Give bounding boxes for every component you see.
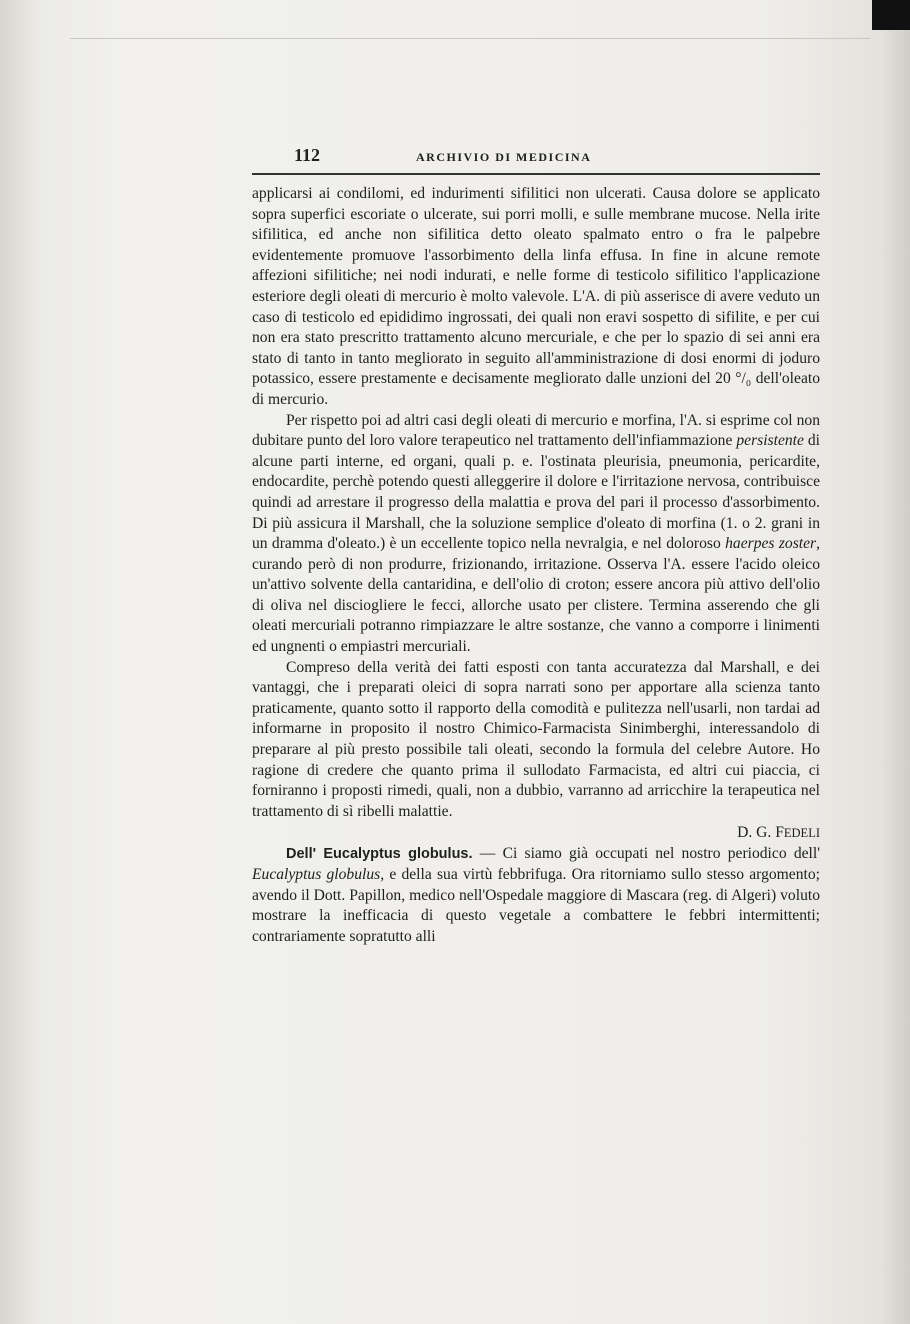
paragraph-2-part-a: Per rispetto poi ad altri casi degli oleati di mercurio e morfina, l'A. si esprime col non dubitare punto del loro valore terapeutico nel trattamento dell'infiammazione [252,411,820,450]
paragraph-2-part-c: , curando però di non produrre, frizionando, irritazione. Osserva l'A. essere l'acido oleico un'attivo solvente della cantaridina, e dell'olio di croton; essere ancora più attivo dell'olio di oliva nel disciogliere le fecci, allorche usato per clistere. Termina asserendo che gli oleati mercuriali potranno rimpiazzare le altre sostanze, che vanno a comporre i linimenti ed ungnenti o empiastri mercuriali. [252,535,820,656]
signature-surname: EDELI [783,826,820,841]
page-number: 112 [294,145,321,165]
author-signature [252,822,820,844]
paragraph-3: Compreso della verità dei fatti esposti con tanta accuratezza dal Marshall, e dei vantaggi, che i preparati oleici di sopra narrati sono per apportare alla scienza tanto praticamente, quanto sotto il rapporto della comodità e pulitezza nell'usarli, non tardai ad informarne in proposito il nostro Chimico-Farmacista Sinimberghi, interessandolo di preparare al più presto possibile tali oleati, secondo la formula del celebre Autore. Ho ragione di credere che quanto prima il sullodato Farmacista, ed altri cui piaccia, ci forniranno i proposti rimedi, quali, non a dubbio, varranno ad arricchire la terapeutica nel trattamento di sì ribelli malattie. [252,658,820,820]
section-dash: — [472,845,503,863]
section-emphasis: Eucalyptus globulus [252,866,381,883]
signature-initials: D. G. F [737,824,784,842]
scan-corner-shadow [872,0,910,30]
paragraph-1: applicarsi ai condilomi, ed indurimenti sifilitici non ulcerati. Causa dolore se applicato sopra superfici escoriate o ulcerate, sui porri molli, e sulle membrane mucose. Nella irite sifilitica, ed anche non sifilitica detto oleato spalmato entro o fra le palpebre evidentemente promuove l'assorbimento della linfa effusa. In fine in alcune remote affezioni sifilitiche; nei nodi indurati, e nelle forme di testicolo sifilitico l'applicazione esteriore degli oleati di mercurio è molto valevole. L'A. di più asserisce di avere veduto un caso di testicolo ed epididimo ingrossati, dei quali non eravi sospetto di sifilite, e per cui non era stato prescritto trattamento alcuno mercuriale, e che per lo spazio di sei anni era stato di tanto in tanto megliorato in seguito all'amministrazione di dosi enormi di joduro potassico, essere prestamente e decisamente megliorato dalle unzioni del 20 °/₀ dell'oleato di mercurio. [252,185,820,408]
body-text [252,184,820,947]
paragraph-2-part-b: di alcune parti interne, ed organi, quali p. e. l'ostinata pleurisia, pneumonia, pericardite, endocardite, perchè potendo questi alleggerire il dolore e l'irritazione nervosa, contribuisce quindi ad arrestare il progresso della malattia e prova del pari il processo d'assorbimento. Di più assicura il Marshall, che la soluzione semplice d'oleato di morfina (1. o 2. grani in un dramma d'oleato.) è un eccellente topico nella nevralgia, e nel doloroso [252,432,821,553]
section-text-a: Ci siamo già occupati nel nostro periodico dell' [502,845,821,863]
paragraph-2 [252,411,820,658]
paragraph-2-emphasis-1: persistente [736,432,804,450]
section-title: Dell' Eucalyptus globulus. [286,846,473,863]
page-header [252,145,820,166]
section-text-b: , e della sua virtù febbrifuga. Ora ritorniamo sullo stesso argomento; avendo il Dott. Papillon, medico nell'Ospedale maggiore di Mascara (reg. di Algeri) voluto mostrare la inefficacia di questo vegetale a combattere le febbri intermittenti; contrariamente sopratutto alli [252,866,820,945]
paragraph-2-emphasis-2: haerpes zoster [725,535,817,553]
eucalyptus-section [252,844,820,947]
header-rule [252,173,820,175]
page-edge-line [70,38,870,39]
running-title: ARCHIVIO DI MEDICINA [416,150,592,164]
